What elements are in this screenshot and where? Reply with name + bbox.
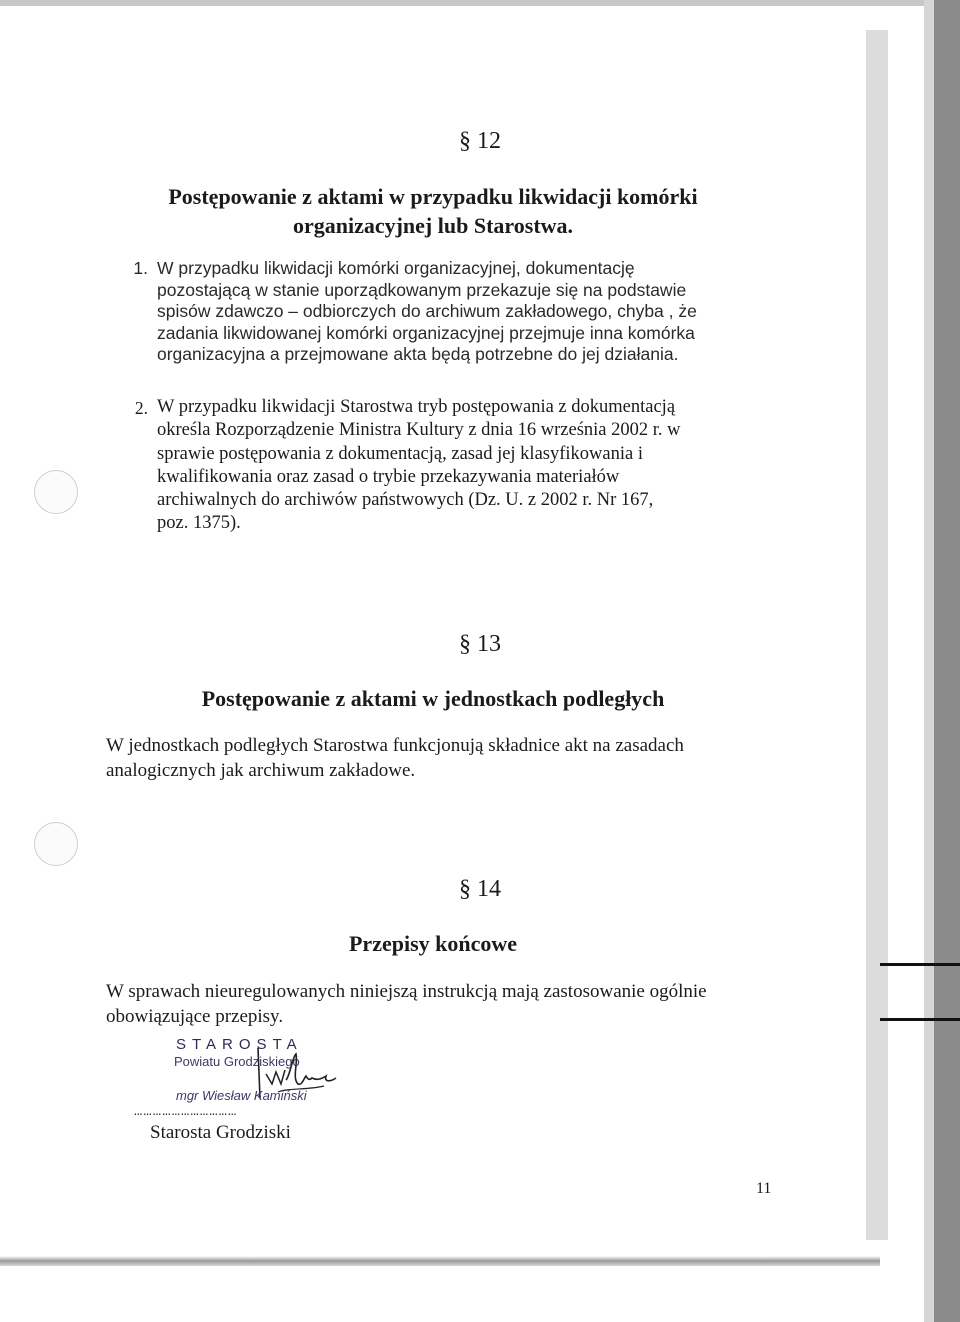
signature-dotted-line: …………………………… [134, 1104, 238, 1120]
text-line: archiwalnych do archiwów państwowych (Dz. U. z 2002 r. Nr 167, [157, 490, 654, 511]
section-13-heading: Postępowanie z aktami w jednostkach podległych [201, 686, 665, 711]
text-line: zadania likwidowanej komórki organizacyjnej przejmuje inna komórka [157, 322, 695, 343]
text-line: W jednostkach podległych Starostwa funkcjonują składnice akt na zasadach [106, 735, 684, 756]
scan-bottom-edge [0, 1256, 880, 1266]
section-14-heading: Przepisy końcowe [348, 931, 518, 956]
section-13-symbol: § 13 [459, 631, 501, 657]
stamp-name: mgr Wiesław Kamiński [176, 1088, 307, 1103]
text-line: sprawie postępowania z dokumentacją, zasad jej klasyfikowania i [157, 443, 643, 464]
text-line: spisów zdawczo – odbiorczych do archiwum zakładowego, chyba , że [157, 301, 697, 321]
punch-hole [34, 470, 78, 514]
stamp-title: STAROSTA [176, 1036, 303, 1053]
scan-mark [880, 1018, 960, 1021]
text-line: W sprawach nieuregulowanych niniejszą instrukcją mają zastosowanie ogólnie [106, 981, 707, 1002]
section-14-text [106, 979, 806, 1029]
text-line: poz. 1375). [157, 513, 241, 534]
section-12-heading-line1: Postępowanie z aktami w przypadku likwidacji komórki [168, 184, 698, 209]
text-line: pozostającą w stanie uporządkowanym przekazuje się na podstawie [157, 279, 687, 300]
section-12-symbol: § 12 [459, 128, 501, 154]
scan-mark [880, 963, 960, 966]
stamp-subtitle: Powiatu Grodziskiego [174, 1054, 300, 1069]
list-item-number: 2. [134, 398, 148, 418]
text-line: W przypadku likwidacji Starostwa tryb postępowania z dokumentacją [157, 397, 676, 417]
punch-hole [34, 822, 78, 866]
section-13-text [106, 733, 806, 783]
text-line: kwalifikowania oraz zasad o trybie przekazywania materiałów [157, 466, 620, 487]
text-line: analogicznych jak archiwum zakładowe. [106, 760, 416, 781]
section-14-symbol: § 14 [459, 876, 501, 902]
text-line: określa Rozporządzenie Ministra Kultury z dnia 16 września 2002 r. w [157, 420, 681, 441]
signature-caption: Starosta Grodziski [150, 1122, 291, 1143]
text-line: organizacyjna a przejmowane akta będą potrzebne do jej działania. [157, 344, 679, 364]
text-line: W przypadku likwidacji komórki organizacyjnej, dokumentację [157, 258, 635, 278]
scan-edge-dark [934, 0, 960, 1322]
list-item-number: 1. [133, 258, 148, 278]
scan-edge-light [924, 0, 934, 1322]
text-line: obowiązujące przepisy. [106, 1006, 284, 1027]
section-12-heading-line2: organizacyjnej lub Starostwa. [292, 213, 574, 238]
list-item-text [157, 396, 797, 536]
list-item-text [157, 258, 777, 366]
scan-top-edge [0, 0, 960, 6]
page-number: 11 [756, 1180, 772, 1197]
